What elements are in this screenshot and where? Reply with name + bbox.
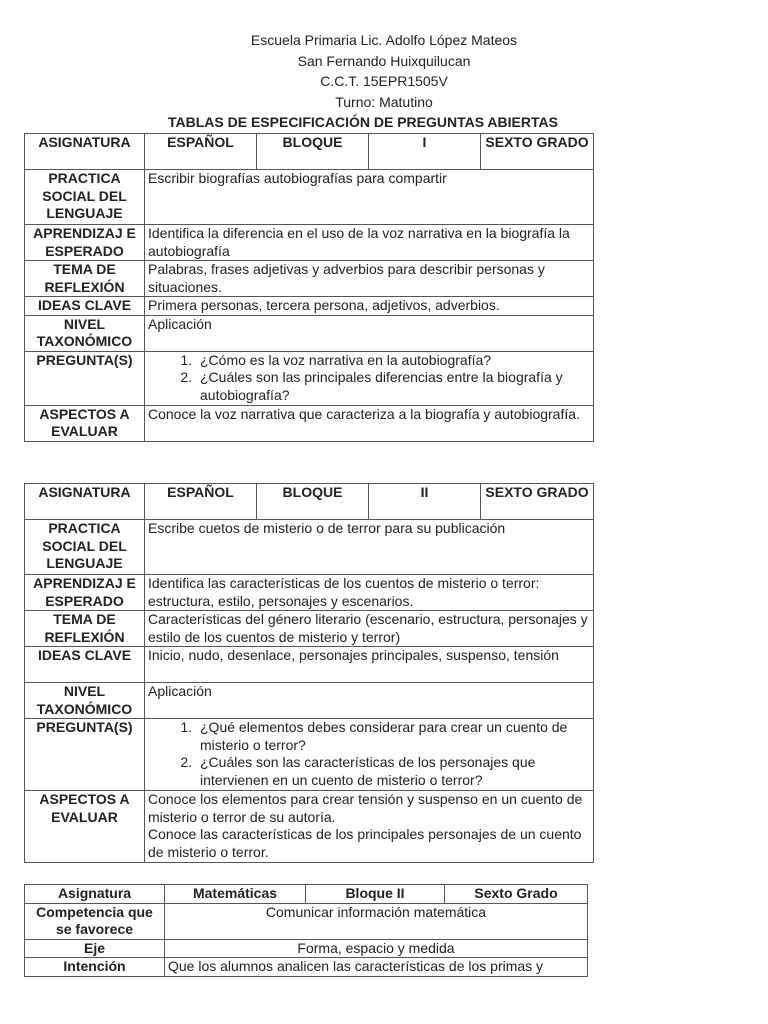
label-ideas-clave: IDEAS CLAVE [25,297,145,316]
value-nivel-taxonomico: Aplicación [145,315,594,351]
value-preguntas [145,719,594,791]
header-asignatura: ASIGNATURA [25,134,145,170]
math-planning-table [24,884,588,977]
table-header-row [25,134,594,170]
table-row [25,261,594,297]
label-preguntas: PREGUNTA(S) [25,719,145,791]
label-preguntas: PREGUNTA(S) [25,351,145,405]
table-row [25,575,594,611]
header-asignatura: Asignatura [25,885,165,904]
value-tema-reflexion: Características del género literario (escenario, estructura, personajes y estilo de los cuentos de misterio y terror) [145,611,594,647]
header-grado: Sexto Grado [445,885,588,904]
header-bloque-number: I [369,134,481,170]
table-row [25,225,594,261]
value-intencion: Que los alumnos analicen las características de los primas y [165,958,588,977]
table-row [25,315,594,351]
header-bloque: BLOQUE [257,484,369,520]
value-aprendizaje-esperado: Identifica la diferencia en el uso de la voz narrativa en la biografía la autobiografía [145,225,594,261]
value-nivel-taxonomico: Aplicación [145,683,594,719]
question-item: 1. ¿Qué elementos debes considerar para crear un cuento de misterio o terror? [196,719,590,754]
label-ideas-clave: IDEAS CLAVE [25,647,145,683]
school-cct: C.C.T. 15EPR1505V [320,73,448,89]
header-asignatura: ASIGNATURA [25,484,145,520]
value-ideas-clave: Primera personas, tercera persona, adjetivos, adverbios. [145,297,594,316]
table-row [25,903,588,939]
value-preguntas [145,351,594,405]
table-row [25,297,594,316]
header-bloque: Bloque II [306,885,445,904]
label-nivel-taxonomico: NIVEL TAXONÓMICO [25,683,145,719]
table-row [25,647,594,683]
document-header [0,30,768,112]
header-subject: ESPAÑOL [145,134,257,170]
value-aspectos-evaluar [145,791,594,863]
school-name: Escuela Primaria Lic. Adolfo López Mateos [250,32,518,48]
label-eje: Eje [25,939,165,958]
question-list [148,719,590,789]
question-item: 2. ¿Cuáles son las características de los personajes que intervienen en un cuento de misterio o terror? [196,754,590,789]
table-row [25,520,594,575]
header-subject: ESPAÑOL [145,484,257,520]
value-aprendizaje-esperado: Identifica las características de los cuentos de misterio o terror: estructura, estilo, personajes y escenarios. [145,575,594,611]
aspecto-text: Conoce los elementos para crear tensión y suspenso en un cuento de misterio o terror de su autoría. [148,791,583,825]
label-practica-social: PRACTICA SOCIAL DEL LENGUAJE [25,520,145,575]
question-item: 1. ¿Cómo es la voz narrativa en la autobiografía? [196,352,590,370]
table-header-row [25,484,594,520]
header-grado: SEXTO GRADO [481,134,594,170]
label-nivel-taxonomico: NIVEL TAXONÓMICO [25,315,145,351]
label-tema-reflexion: TEMA DE REFLEXIÓN [25,611,145,647]
table-row [25,170,594,225]
value-eje: Forma, espacio y medida [165,939,588,958]
value-competencia: Comunicar información matemática [165,903,588,939]
label-aspectos-evaluar: ASPECTOS A EVALUAR [25,405,145,441]
table-row [25,958,588,977]
value-practica-social: Escribir biografías autobiografías para compartir [145,170,594,225]
header-grado: SEXTO GRADO [481,484,594,520]
question-item: 2. ¿Cuáles son las principales diferencias entre la biografía y autobiografía? [196,369,590,404]
question-list [148,352,590,405]
value-aspectos-evaluar: Conoce la voz narrativa que caracteriza a la biografía y autobiografía. [145,405,594,441]
document-title: TABLAS DE ESPECIFICACIÓN DE PREGUNTAS ABIERTAS [168,114,558,130]
header-bloque: BLOQUE [257,134,369,170]
table-header-row [25,885,588,904]
value-tema-reflexion: Palabras, frases adjetivas y adverbios para describir personas y situaciones. [145,261,594,297]
label-intencion: Intención [25,958,165,977]
specification-table-bloque-2 [24,483,594,863]
value-ideas-clave: Inicio, nudo, desenlace, personajes principales, suspenso, tensión [145,647,594,683]
table-row [25,791,594,863]
header-bloque-number: II [369,484,481,520]
school-shift: Turno: Matutino [335,93,433,110]
table-row [25,351,594,405]
aspecto-text: Conoce las características de los principales personajes de un cuento de misterio o terror. [148,826,582,860]
table-row [25,683,594,719]
table-row [25,719,594,791]
label-aprendizaje-esperado: APRENDIZAJ E ESPERADO [25,575,145,611]
header-subject: Matemáticas [165,885,306,904]
specification-table-bloque-1 [24,133,594,442]
table-row [25,611,594,647]
label-practica-social: PRACTICA SOCIAL DEL LENGUAJE [25,170,145,225]
label-competencia: Competencia que se favorece [25,903,165,939]
label-aspectos-evaluar: ASPECTOS A EVALUAR [25,791,145,863]
value-practica-social: Escribe cuetos de misterio o de terror para su publicación [145,520,594,575]
label-tema-reflexion: TEMA DE REFLEXIÓN [25,261,145,297]
school-location: San Fernando Huixquilucan [297,52,471,69]
table-row [25,405,594,441]
label-aprendizaje-esperado: APRENDIZAJ E ESPERADO [25,225,145,261]
table-row [25,939,588,958]
